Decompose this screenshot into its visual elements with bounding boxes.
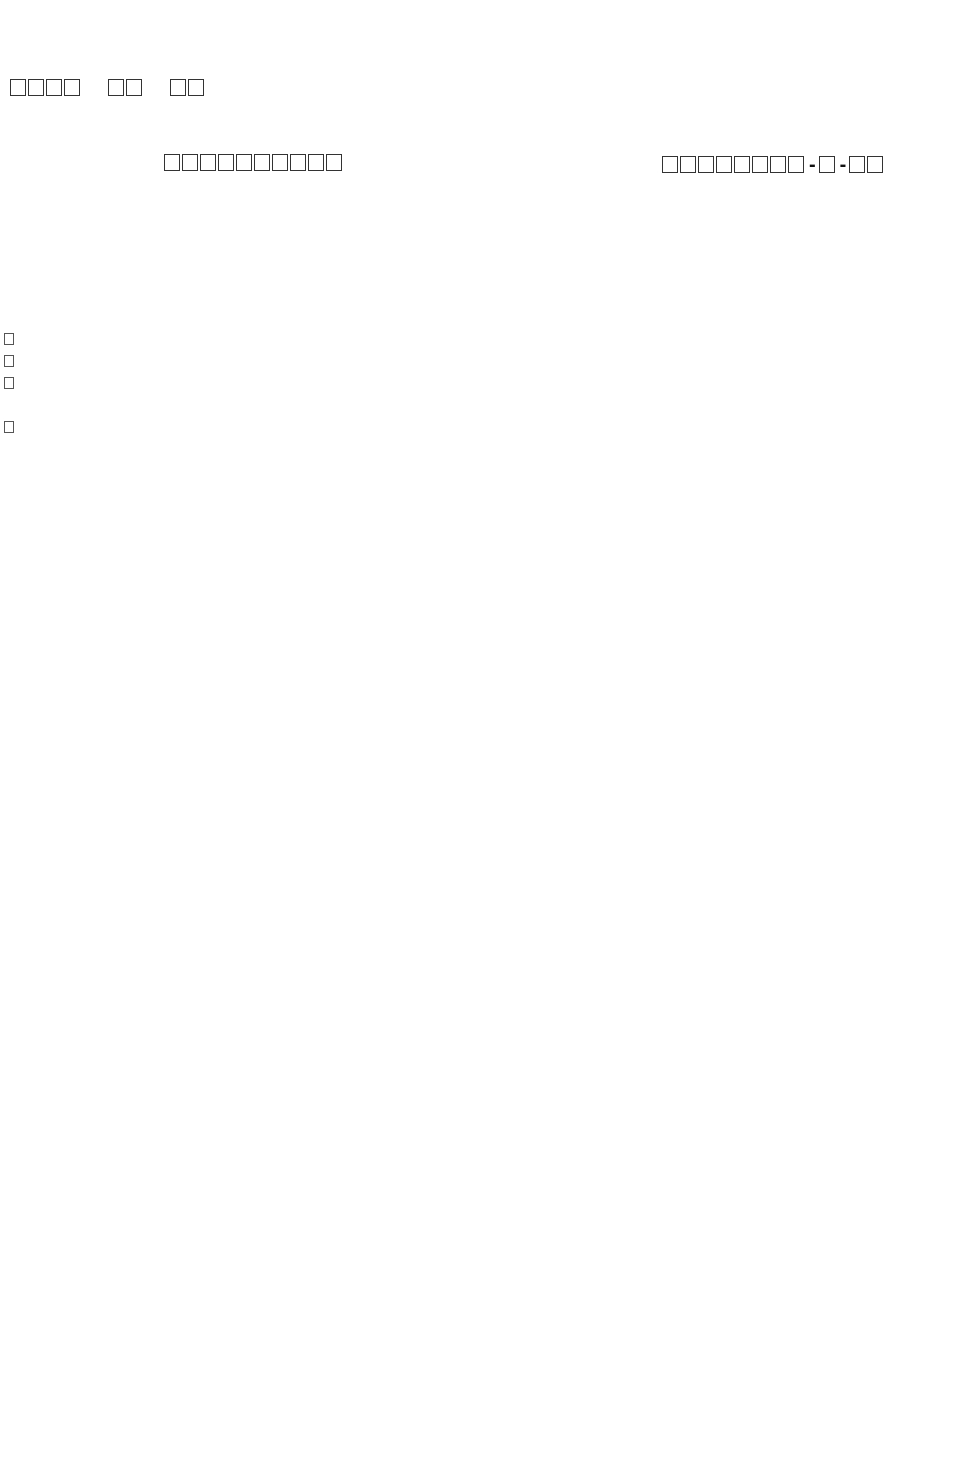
birth-year-boxes[interactable] [10,81,82,97]
option-4[interactable] [4,420,24,437]
checkbox-icon[interactable] [4,421,14,433]
tax-number-boxes[interactable]: - - [662,154,885,177]
option-3[interactable] [4,376,24,393]
option-1[interactable] [4,332,24,349]
birthplace-line [4,79,224,98]
checkbox-icon[interactable] [4,377,14,389]
checkbox-icon[interactable] [4,355,14,367]
option-2[interactable] [4,354,24,371]
birth-day-boxes[interactable] [170,81,206,97]
tax-id-boxes[interactable] [164,154,344,173]
checkbox-icon[interactable] [4,333,14,345]
birth-month-boxes[interactable] [108,81,144,97]
